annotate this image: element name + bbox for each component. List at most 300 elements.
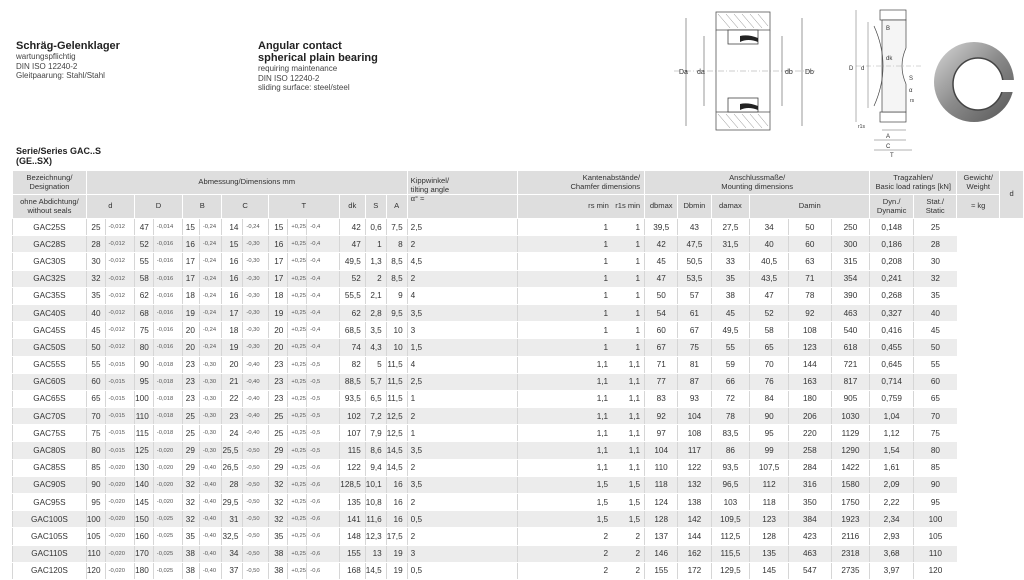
cell-D: 58 [134, 270, 153, 287]
cell-chamfer [518, 494, 645, 511]
cell-D: 75 [134, 322, 153, 339]
cell-Db: 50,5 [678, 253, 711, 270]
cell-r1s: 1,5 [628, 480, 641, 490]
cell-Db: 162 [678, 545, 711, 562]
cell-w: 0,186 [870, 236, 914, 253]
cell-dr: 32 [914, 270, 957, 287]
col-A: A [386, 195, 407, 219]
cell-T: 29 [268, 442, 288, 459]
cell-Tt2: -0,4 [307, 253, 340, 270]
cell-w: 3,68 [870, 545, 914, 562]
cell-dyn: 220 [788, 425, 831, 442]
cell-B: 38 [183, 562, 200, 579]
cell-dt: -0,015 [105, 442, 134, 459]
cell-Tt1: +0,25 [288, 253, 307, 270]
cell-Bt: -0,24 [199, 219, 222, 236]
col-C: C [222, 195, 268, 219]
cell-d: 90 [86, 476, 105, 493]
table-row [13, 356, 1024, 373]
cell-dr: 50 [914, 339, 957, 356]
cell-Bt: -0,24 [199, 339, 222, 356]
cell-Ct: -0,30 [243, 236, 268, 253]
cell-A: 11,5 [386, 390, 407, 407]
mounting-drawing [670, 8, 820, 138]
cell-dt: -0,015 [105, 425, 134, 442]
cell-dk: 49,5 [339, 253, 365, 270]
cell-Tt1: +0,25 [288, 528, 307, 545]
cell-Db: 75 [678, 339, 711, 356]
cell-T: 29 [268, 459, 288, 476]
cell-rs: 1,5 [596, 480, 609, 490]
cell-Ct: -0,40 [243, 373, 268, 390]
cell-D: 180 [134, 562, 153, 579]
cell-chamfer [518, 545, 645, 562]
cell-d: 32 [86, 270, 105, 287]
cell-des: GAC105S [13, 528, 87, 545]
cell-dt: -0,012 [105, 304, 134, 321]
cell-S: 2 [365, 270, 386, 287]
table-row [13, 459, 1024, 476]
cell-Bt: -0,30 [199, 390, 222, 407]
cell-dk: 155 [339, 545, 365, 562]
cell-dk: 88,5 [339, 373, 365, 390]
label-B: B [886, 26, 891, 32]
cell-alpha: 2 [407, 459, 518, 476]
col-d: d [86, 195, 134, 219]
cell-da: 55 [711, 339, 750, 356]
cell-A: 12,5 [386, 425, 407, 442]
german-title: Schräg-Gelenklager [16, 40, 120, 52]
cell-dyn: 284 [788, 459, 831, 476]
cell-Dt: -0,025 [153, 545, 182, 562]
cell-Db: 53,5 [678, 270, 711, 287]
cell-db: 137 [645, 528, 678, 545]
cell-da: 129,5 [711, 562, 750, 579]
cell-Tt1: +0,25 [288, 562, 307, 579]
cell-S: 5 [365, 356, 386, 373]
cell-alpha: 3,5 [407, 476, 518, 493]
cell-r1s: 1 [635, 325, 641, 335]
cell-dr: 90 [914, 476, 957, 493]
label-C: C [886, 144, 891, 150]
table-row [13, 528, 1024, 545]
cell-rs: 1 [603, 274, 609, 284]
cell-dr: 120 [914, 562, 957, 579]
cell-db: 97 [645, 425, 678, 442]
cell-stat: 721 [831, 356, 869, 373]
cell-T: 35 [268, 528, 288, 545]
cell-dt: -0,012 [105, 339, 134, 356]
cell-Dt: -0,018 [153, 390, 182, 407]
cell-db: 71 [645, 356, 678, 373]
table-row [13, 442, 1024, 459]
cell-Db: 81 [678, 356, 711, 373]
cell-Ct: -0,40 [243, 408, 268, 425]
cell-Bt: -0,24 [199, 270, 222, 287]
cell-d: 80 [86, 442, 105, 459]
cell-alpha: 4,5 [407, 253, 518, 270]
cell-D: 110 [134, 408, 153, 425]
cell-B: 25 [183, 408, 200, 425]
col-stat: Stat./ Static [914, 195, 957, 219]
cell-db: 47 [645, 270, 678, 287]
cell-T: 38 [268, 545, 288, 562]
cell-Dt: -0,016 [153, 304, 182, 321]
cell-A: 7,5 [386, 219, 407, 236]
english-line-1: requiring maintenance [258, 64, 338, 73]
table-row [13, 511, 1024, 528]
cell-chamfer [518, 322, 645, 339]
cell-Ct: -0,50 [243, 562, 268, 579]
cell-Tt1: +0,25 [288, 442, 307, 459]
label-alpha: α [909, 88, 913, 94]
cell-Dt: -0,014 [153, 219, 182, 236]
cell-A: 12,5 [386, 408, 407, 425]
cell-D: 95 [134, 373, 153, 390]
cell-w: 2,93 [870, 528, 914, 545]
cell-dk: 47 [339, 236, 365, 253]
cell-dt: -0,012 [105, 236, 134, 253]
cell-dyn: 258 [788, 442, 831, 459]
cell-rs: 1 [603, 256, 609, 266]
cell-alpha: 0,5 [407, 562, 518, 579]
cell-T: 17 [268, 270, 288, 287]
cell-Da: 123 [750, 511, 789, 528]
cell-dr: 25 [914, 219, 957, 236]
cell-T: 17 [268, 253, 288, 270]
cell-D: 170 [134, 545, 153, 562]
cell-d: 25 [86, 219, 105, 236]
cell-S: 1,3 [365, 253, 386, 270]
col-without-seals: ohne Abdichtung/ without seals [13, 195, 87, 219]
cell-Tt2: -0,6 [307, 459, 340, 476]
cell-dyn: 63 [788, 253, 831, 270]
cell-alpha: 4 [407, 356, 518, 373]
cell-chamfer [518, 339, 645, 356]
cell-rs: 2 [603, 566, 609, 576]
cell-Dt: -0,016 [153, 253, 182, 270]
cell-T: 19 [268, 304, 288, 321]
cell-rs: 1,1 [596, 360, 609, 370]
cell-dyn: 180 [788, 390, 831, 407]
cell-r1s: 1,1 [628, 463, 641, 473]
cell-d: 100 [86, 511, 105, 528]
cell-stat: 1422 [831, 459, 869, 476]
cell-dr: 45 [914, 322, 957, 339]
cell-w: 0,645 [870, 356, 914, 373]
cell-T: 23 [268, 356, 288, 373]
cell-des: GAC120S [13, 562, 87, 579]
cell-chamfer [518, 253, 645, 270]
cell-chamfer [518, 459, 645, 476]
cell-rs: 1 [603, 342, 609, 352]
cell-r1s: 1 [635, 256, 641, 266]
cell-des: GAC25S [13, 219, 87, 236]
cell-d: 65 [86, 390, 105, 407]
cell-Da: 52 [750, 304, 789, 321]
cell-D: 80 [134, 339, 153, 356]
cell-C: 16 [222, 270, 243, 287]
cell-des: GAC55S [13, 356, 87, 373]
cell-rs: 2 [603, 549, 609, 559]
cell-Dt: -0,016 [153, 287, 182, 304]
cell-alpha: 2 [407, 528, 518, 545]
cell-Dt: -0,018 [153, 408, 182, 425]
cell-Da: 95 [750, 425, 789, 442]
cell-A: 16 [386, 511, 407, 528]
cell-dyn: 144 [788, 356, 831, 373]
col-designation: Bezeichnung/ Designation [13, 171, 87, 195]
cell-da: 59 [711, 356, 750, 373]
cell-chamfer [518, 511, 645, 528]
cell-Bt: -0,24 [199, 304, 222, 321]
cell-Da: 40 [750, 236, 789, 253]
col-chamfer: Kantenabstände/ Chamfer dimensions [518, 171, 645, 195]
cell-dyn: 78 [788, 287, 831, 304]
label-Da: Da [679, 69, 688, 76]
cell-Db: 144 [678, 528, 711, 545]
cell-chamfer [518, 304, 645, 321]
cell-Dt: -0,020 [153, 442, 182, 459]
cell-stat: 2116 [831, 528, 869, 545]
cell-D: 130 [134, 459, 153, 476]
cell-des: GAC60S [13, 373, 87, 390]
cell-D: 145 [134, 494, 153, 511]
cell-Da: 43,5 [750, 270, 789, 287]
cell-B: 23 [183, 390, 200, 407]
cell-Ct: -0,40 [243, 425, 268, 442]
cell-dk: 102 [339, 408, 365, 425]
cell-B: 32 [183, 511, 200, 528]
cell-dk: 115 [339, 442, 365, 459]
cell-dt: -0,015 [105, 408, 134, 425]
cell-db: 155 [645, 562, 678, 579]
cell-Da: 118 [750, 494, 789, 511]
cell-d: 75 [86, 425, 105, 442]
cell-S: 2,1 [365, 287, 386, 304]
cell-dr: 40 [914, 304, 957, 321]
cell-Db: 104 [678, 408, 711, 425]
cell-Dt: -0,018 [153, 373, 182, 390]
cell-w: 0,759 [870, 390, 914, 407]
cell-Bt: -0,24 [199, 287, 222, 304]
cell-Db: 61 [678, 304, 711, 321]
cell-db: 42 [645, 236, 678, 253]
col-da: damax [711, 195, 750, 219]
section-drawing [836, 8, 926, 158]
cell-Tt2: -0,6 [307, 528, 340, 545]
cell-B: 17 [183, 270, 200, 287]
cell-des: GAC100S [13, 511, 87, 528]
cell-dyn: 60 [788, 236, 831, 253]
cell-Dt: -0,020 [153, 494, 182, 511]
cell-Db: 117 [678, 442, 711, 459]
cell-w: 0,208 [870, 253, 914, 270]
cell-chamfer [518, 356, 645, 373]
col-db: dbmax [645, 195, 678, 219]
cell-S: 10,1 [365, 476, 386, 493]
cell-B: 20 [183, 339, 200, 356]
cell-rs: 1,1 [596, 394, 609, 404]
cell-d: 50 [86, 339, 105, 356]
cell-r1s: 2 [635, 531, 641, 541]
cell-db: 54 [645, 304, 678, 321]
cell-stat: 905 [831, 390, 869, 407]
cell-dt: -0,012 [105, 270, 134, 287]
cell-S: 8,6 [365, 442, 386, 459]
cell-S: 5,7 [365, 373, 386, 390]
cell-Ct: -0,40 [243, 390, 268, 407]
cell-d: 40 [86, 304, 105, 321]
cell-r1s: 1,1 [628, 394, 641, 404]
cell-r1s: 1,1 [628, 377, 641, 387]
cell-C: 18 [222, 322, 243, 339]
cell-alpha: 2 [407, 408, 518, 425]
series-line-2: (GE..SX) [16, 156, 53, 166]
cell-Ct: -0,30 [243, 270, 268, 287]
cell-Da: 107,5 [750, 459, 789, 476]
label-Db: Db [805, 69, 814, 76]
cell-dr: 85 [914, 459, 957, 476]
cell-rs: 1,5 [596, 514, 609, 524]
cell-T: 25 [268, 425, 288, 442]
cell-db: 124 [645, 494, 678, 511]
cell-alpha: 3,5 [407, 304, 518, 321]
cell-stat: 2735 [831, 562, 869, 579]
cell-Db: 93 [678, 390, 711, 407]
col-B: B [183, 195, 222, 219]
cell-d: 105 [86, 528, 105, 545]
cell-r1s: 1,1 [628, 428, 641, 438]
cell-S: 12,3 [365, 528, 386, 545]
cell-r1s: 1 [635, 342, 641, 352]
cell-C: 17 [222, 304, 243, 321]
cell-chamfer [518, 425, 645, 442]
cell-r1s: 1 [635, 239, 641, 249]
cell-Dt: -0,016 [153, 339, 182, 356]
cell-w: 0,416 [870, 322, 914, 339]
cell-alpha: 2 [407, 236, 518, 253]
cell-dk: 148 [339, 528, 365, 545]
col-dyn: Dyn./ Dynamic [870, 195, 914, 219]
english-title-1: Angular contact [258, 40, 342, 52]
cell-d: 45 [86, 322, 105, 339]
cell-Tt1: +0,25 [288, 390, 307, 407]
cell-des: GAC40S [13, 304, 87, 321]
cell-da: 115,5 [711, 545, 750, 562]
cell-r1s: 1 [635, 222, 641, 232]
cell-Tt1: +0,25 [288, 373, 307, 390]
cell-stat: 1129 [831, 425, 869, 442]
cell-w: 0,268 [870, 287, 914, 304]
cell-D: 62 [134, 287, 153, 304]
cell-des: GAC45S [13, 322, 87, 339]
cell-S: 3,5 [365, 322, 386, 339]
header-english [258, 40, 378, 93]
cell-alpha: 2,5 [407, 373, 518, 390]
cell-rs: 1,1 [596, 411, 609, 421]
series-label [16, 146, 101, 166]
cell-stat: 1580 [831, 476, 869, 493]
col-T: T [268, 195, 339, 219]
cell-B: 32 [183, 494, 200, 511]
cell-S: 6,5 [365, 390, 386, 407]
english-title-2: spherical plain bearing [258, 52, 378, 64]
cell-Tt2: -0,5 [307, 442, 340, 459]
cell-Tt1: +0,25 [288, 408, 307, 425]
cell-dyn: 206 [788, 408, 831, 425]
cell-da: 45 [711, 304, 750, 321]
cell-Bt: -0,30 [199, 373, 222, 390]
cell-Ct: -0,50 [243, 528, 268, 545]
cell-d: 120 [86, 562, 105, 579]
cell-des: GAC110S [13, 545, 87, 562]
cell-rs: 1 [603, 308, 609, 318]
cell-Db: 108 [678, 425, 711, 442]
cell-w: 0,455 [870, 339, 914, 356]
cell-stat: 463 [831, 304, 869, 321]
cell-S: 9,4 [365, 459, 386, 476]
cell-dyn: 316 [788, 476, 831, 493]
table-row [13, 287, 1024, 304]
cell-T: 32 [268, 494, 288, 511]
cell-db: 60 [645, 322, 678, 339]
series-line-1: Serie/Series GAC..S [16, 146, 102, 156]
cell-w: 0,714 [870, 373, 914, 390]
cell-Tt2: -0,4 [307, 236, 340, 253]
cell-da: 112,5 [711, 528, 750, 545]
cell-C: 28 [222, 476, 243, 493]
cell-da: 86 [711, 442, 750, 459]
cell-Tt2: -0,6 [307, 562, 340, 579]
cell-d: 110 [86, 545, 105, 562]
cell-Bt: -0,30 [199, 408, 222, 425]
label-dk: dk [886, 56, 893, 62]
cell-Ct: -0,30 [243, 322, 268, 339]
cell-stat: 1750 [831, 494, 869, 511]
cell-Bt: -0,24 [199, 236, 222, 253]
cell-C: 14 [222, 219, 243, 236]
cell-dt: -0,015 [105, 373, 134, 390]
cell-Tt2: -0,4 [307, 339, 340, 356]
cell-r1s: 2 [635, 549, 641, 559]
cell-Tt1: +0,25 [288, 425, 307, 442]
col-Db: Dbmin [678, 195, 711, 219]
cell-d: 95 [86, 494, 105, 511]
cell-Dt: -0,016 [153, 270, 182, 287]
cell-T: 32 [268, 476, 288, 493]
cell-rs: 2 [603, 531, 609, 541]
cell-Tt1: +0,25 [288, 494, 307, 511]
cell-S: 1 [365, 236, 386, 253]
table-row [13, 219, 1024, 236]
cell-des: GAC35S [13, 287, 87, 304]
label-S: S [909, 76, 914, 82]
cell-w: 0,241 [870, 270, 914, 287]
cell-Tt2: -0,6 [307, 511, 340, 528]
cell-C: 26,5 [222, 459, 243, 476]
cell-Da: 65 [750, 339, 789, 356]
cell-Dt: -0,020 [153, 476, 182, 493]
cell-T: 25 [268, 408, 288, 425]
cell-dk: 135 [339, 494, 365, 511]
cell-chamfer [518, 562, 645, 579]
cell-B: 18 [183, 287, 200, 304]
cell-A: 8 [386, 236, 407, 253]
cell-da: 93,5 [711, 459, 750, 476]
label-T: T [890, 153, 894, 158]
cell-dt: -0,020 [105, 511, 134, 528]
